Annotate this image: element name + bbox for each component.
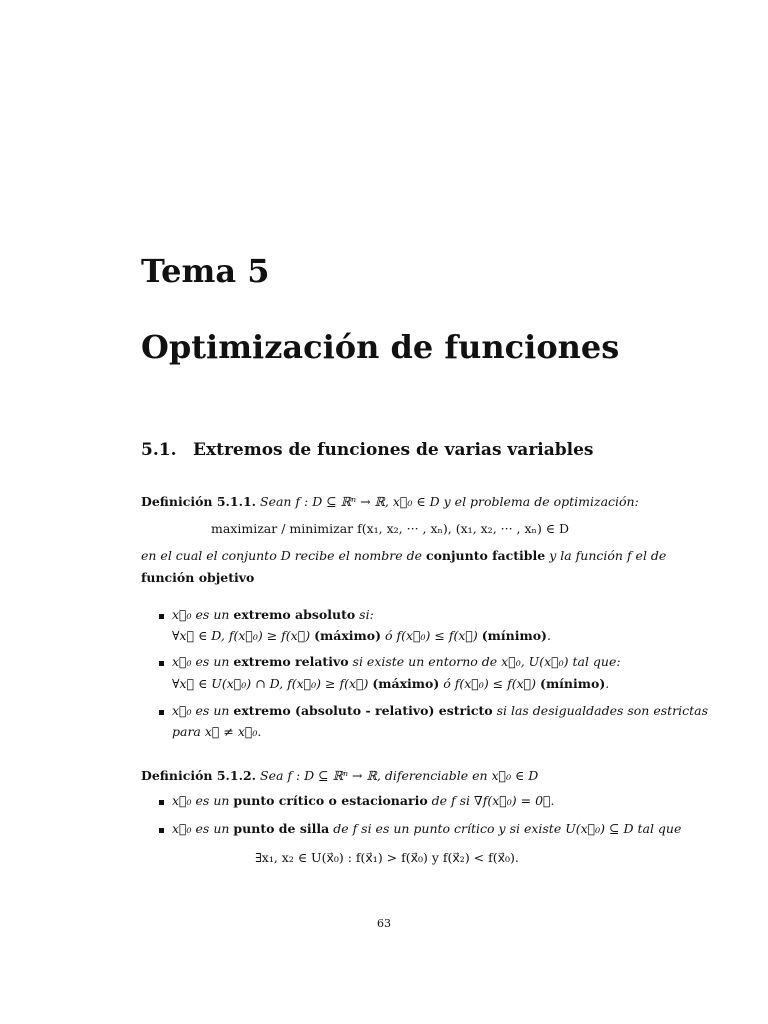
bullet-2-minimo: (mínimo) (540, 676, 606, 691)
punto-de-silla-term: punto de silla (233, 821, 330, 836)
definition-2-intro: Sea f : D ⊆ ℝⁿ → ℝ, diferenciable en x⃗₀ ∈ D (260, 768, 539, 783)
def2-bullet-2 (172, 821, 681, 836)
chapter-title: Optimización de funciones (141, 328, 620, 366)
bullet-1-minimo: (mínimo) (481, 628, 547, 643)
bullet-1-pre: x⃗₀ es un (172, 607, 234, 622)
funcion-objetivo-term: función objetivo (141, 570, 255, 585)
section-title: Extremos de funciones de varias variables (193, 440, 594, 460)
def2-bullet-1 (172, 793, 555, 808)
saddle-point-condition: ∃x₁, x₂ ∈ U(x⃗₀) : f(x⃗₁) > f(x⃗₀) y f(x⃗₂) < f(x⃗₀). (255, 850, 519, 865)
def2-bullet-1-pre: x⃗₀ es un (172, 793, 234, 808)
punto-critico-term: punto crítico o estacionario (233, 793, 428, 808)
bullet-1-period: . (546, 628, 551, 643)
bullet-1-line2 (172, 628, 551, 643)
bullet-1-cond-c: ó f(x⃗₀) ≤ f(x⃗) (381, 628, 482, 643)
bullet-marker (159, 828, 164, 833)
definition-1-line2-pre: en el cual el conjunto D recibe el nombre de (141, 548, 426, 563)
definition-1-heading (141, 494, 639, 509)
bullet-1-post: si: (355, 607, 374, 622)
bullet-3-pre: x⃗₀ es un (172, 703, 234, 718)
section-number: 5.1. (141, 440, 177, 460)
bullet-2-maximo: (máximo) (372, 676, 440, 691)
bullet-1-term: extremo absoluto (233, 607, 356, 622)
bullet-marker (159, 661, 164, 666)
definition-1-label: Definición 5.1.1. (141, 494, 257, 509)
bullet-marker (159, 710, 164, 715)
bullet-marker (159, 800, 164, 805)
bullet-2-line1 (172, 654, 621, 669)
bullet-2-cond-c: ó f(x⃗₀) ≤ f(x⃗) (439, 676, 541, 691)
bullet-3-line1 (172, 703, 708, 718)
bullet-marker (159, 614, 164, 619)
bullet-2-term: extremo relativo (233, 654, 349, 669)
chapter-number: Tema 5 (141, 252, 270, 290)
definition-1-line2-post: y la función f el de (545, 548, 667, 563)
definition-1-display: maximizar / minimizar f(x₁, x₂, ··· , xₙ), (x₁, x₂, ··· , xₙ) ∈ D (211, 521, 570, 536)
bullet-3-line2: para x⃗ ≠ x⃗₀. (172, 724, 262, 739)
bullet-2-post: si existe un entorno de x⃗₀, U(x⃗₀) tal que: (348, 654, 621, 669)
def2-bullet-1-post: de f si ∇f(x⃗₀) = 0⃗. (427, 793, 555, 808)
bullet-2-period: . (605, 676, 610, 691)
bullet-1-cond-a: ∀x⃗ ∈ D, f(x⃗₀) ≥ f(x⃗) (172, 628, 315, 643)
definition-1-line2 (141, 548, 666, 563)
bullet-1-line1 (172, 607, 374, 622)
conjunto-factible-term: conjunto factible (425, 548, 546, 563)
bullet-2-pre: x⃗₀ es un (172, 654, 234, 669)
def2-bullet-2-post: de f si es un punto crítico y si existe U(x⃗₀) ⊆ D tal que (329, 821, 682, 836)
def2-bullet-2-pre: x⃗₀ es un (172, 821, 234, 836)
bullet-1-maximo: (máximo) (314, 628, 382, 643)
page-number: 63 (377, 917, 391, 930)
bullet-3-post: si las desigualdades son estrictas (492, 703, 709, 718)
definition-2-heading (141, 768, 538, 783)
definition-2-label: Definición 5.1.2. (141, 768, 257, 783)
bullet-2-line2 (172, 676, 609, 691)
bullet-3-term: extremo (absoluto - relativo) estricto (233, 703, 493, 718)
definition-1-intro: Sean f : D ⊆ ℝⁿ → ℝ, x⃗₀ ∈ D y el problema de optimización: (260, 494, 639, 509)
bullet-2-cond-a: ∀x⃗ ∈ U(x⃗₀) ∩ D, f(x⃗₀) ≥ f(x⃗) (172, 676, 373, 691)
